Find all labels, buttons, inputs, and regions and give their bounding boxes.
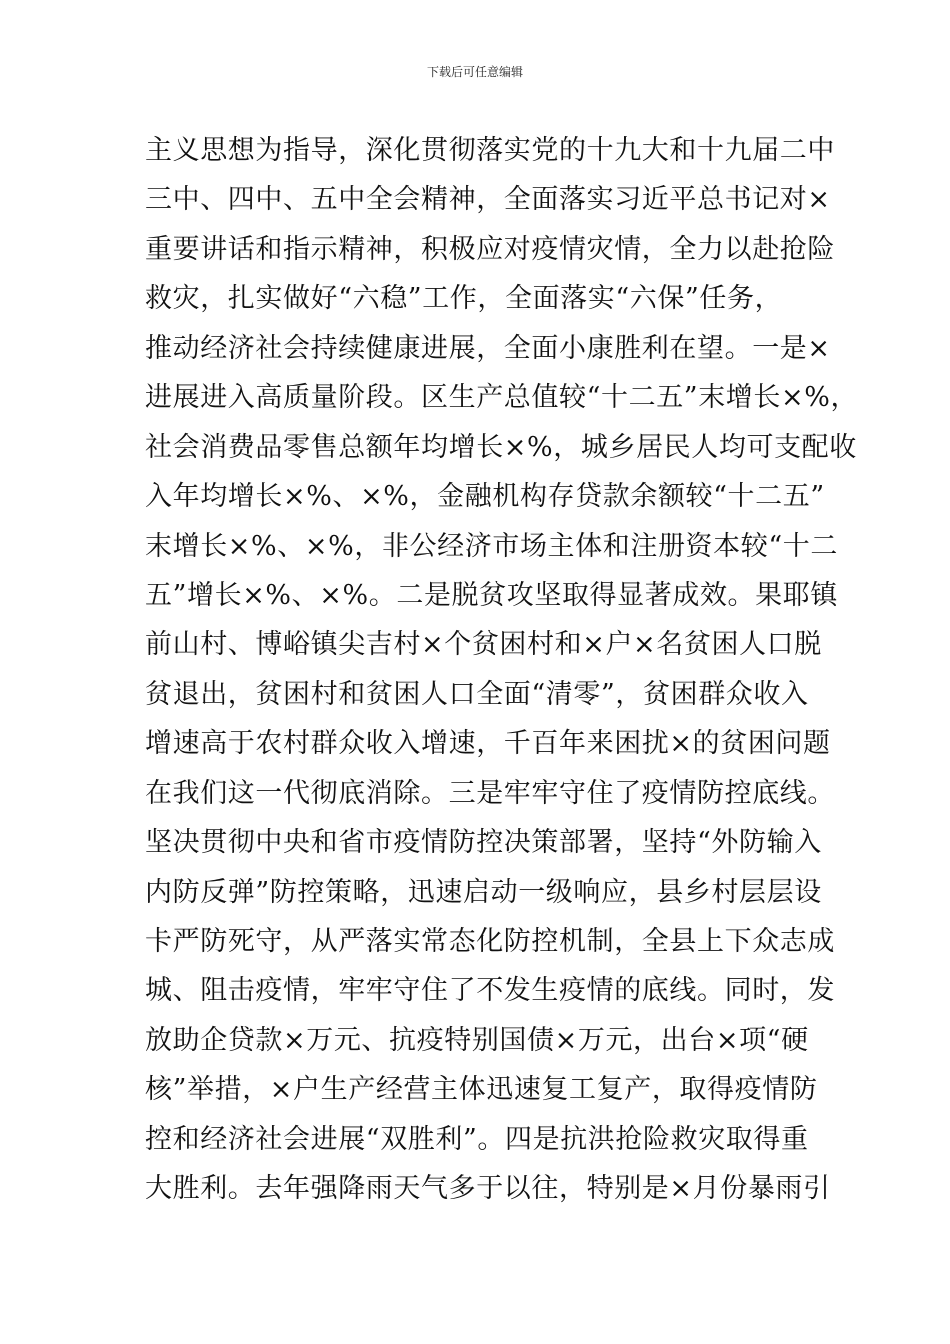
text-line: 进展进入高质量阶段。区生产总值较“十二五”末增长×%， — [145, 382, 859, 414]
text-line: 内防反弹”防控策略，迅速启动一级响应，县乡村层层设 — [145, 876, 822, 908]
page-header: 下载后可任意编辑 — [426, 65, 523, 79]
text-line: 坚决贯彻中央和省市疫情防控决策部署，坚持“外防输入 — [145, 827, 822, 859]
text-line: 卡严防死守，从严落实常态化防控机制，全县上下众志成 — [145, 926, 835, 957]
text-line: 增速高于农村群众收入增速，千百年来困扰×的贫困问题 — [145, 728, 831, 760]
text-line: 入年均增长×%、×%，金融机构存贷款余额较“十二五” — [145, 481, 825, 513]
text-line: 放助企贷款×万元、抗疫特别国债×万元，出台×项“硬 — [145, 1024, 809, 1056]
text-line: 在我们这一代彻底消除。三是牢牢守住了疫情防控底线。 — [145, 777, 835, 809]
document-body — [145, 126, 859, 1214]
text-line: 五”增长×%、×%。二是脱贫攻坚取得显著成效。果耶镇 — [145, 579, 838, 611]
text-line: 前山村、博峪镇尖吉村×个贫困村和×户×名贫困人口脱 — [145, 629, 822, 661]
text-line: 三中、四中、五中全会精神，全面落实习近平总书记对× — [145, 184, 831, 216]
text-line: 推动经济社会持续健康进展，全面小康胜利在望。一是× — [145, 332, 831, 364]
text-line: 末增长×%、×%，非公经济市场主体和注册资本较“十二 — [145, 530, 838, 562]
text-line: 社会消费品零售总额年均增长×%，城乡居民人均可支配收 — [145, 431, 857, 463]
text-line: 主义思想为指导，深化贯彻落实党的十九大和十九届二中 — [145, 135, 835, 166]
text-line: 救灾，扎实做好“六稳”工作，全面落实“六保”任务， — [145, 283, 783, 315]
text-line: 贫退出，贫困村和贫困人口全面“清零”，贫困群众收入 — [145, 678, 809, 710]
text-line: 控和经济社会进展“双胜利”。四是抗洪抢险救灾取得重 — [145, 1123, 809, 1155]
text-line: 重要讲话和指示精神，积极应对疫情灾情，全力以赴抢险 — [145, 233, 835, 265]
text-line: 城、阻击疫情，牢牢守住了不发生疫情的底线。同时，发 — [145, 975, 835, 1007]
text-line: 大胜利。去年强降雨天气多于以往，特别是×月份暴雨引 — [145, 1173, 831, 1205]
text-line: 核”举措，×户生产经营主体迅速复工复产，取得疫情防 — [145, 1074, 818, 1106]
